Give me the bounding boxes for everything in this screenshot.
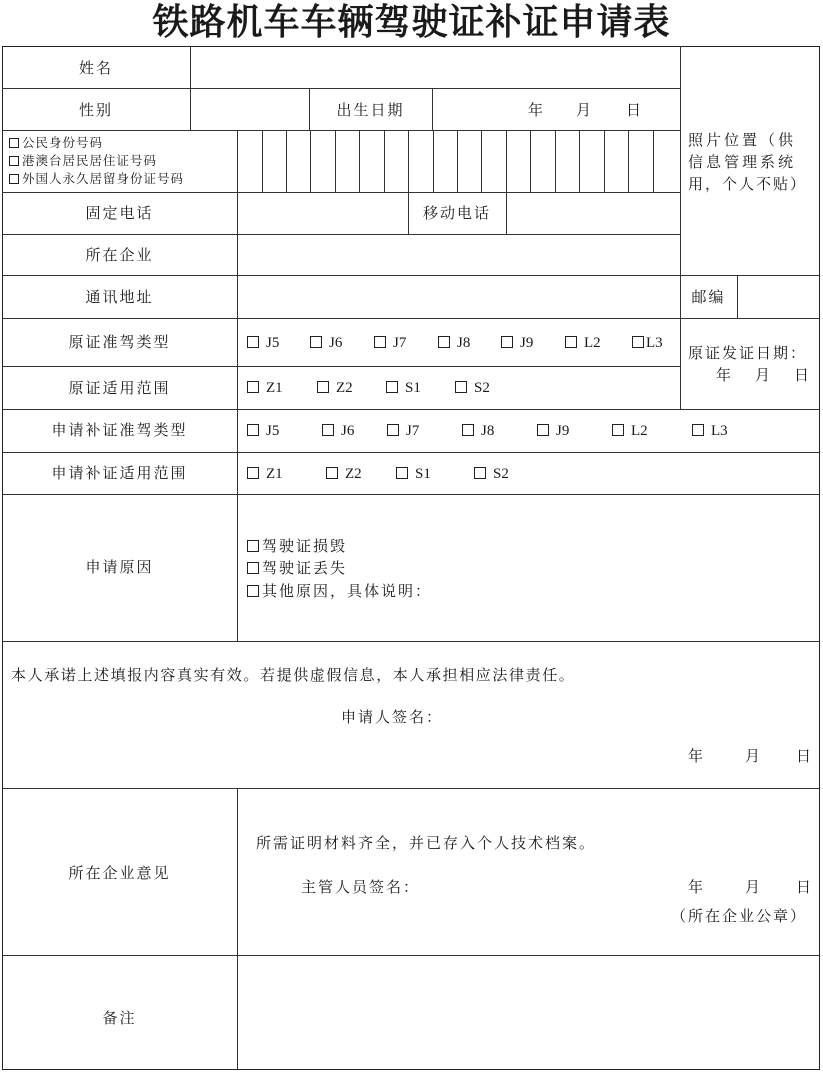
orig-class-option-l2[interactable]: [565, 333, 601, 353]
id-type-option-resident[interactable]: [9, 134, 103, 152]
checkbox-icon[interactable]: [9, 156, 19, 166]
row-divider: [2, 409, 820, 410]
orig-scope-option-s2[interactable]: [455, 378, 490, 398]
landline-field[interactable]: [238, 193, 407, 234]
landline-label: 固定电话: [85, 204, 154, 222]
new-scope-option-z2[interactable]: [326, 464, 362, 484]
id-number-field[interactable]: [238, 131, 679, 192]
checkbox-icon[interactable]: [322, 424, 334, 436]
supervisor-signature-field[interactable]: [425, 870, 675, 900]
option-label: J6: [341, 423, 355, 439]
orig-class-option-j6[interactable]: [310, 333, 342, 353]
birth-year-label: 年: [528, 101, 546, 119]
option-label: L3: [711, 423, 728, 439]
option-label: J9: [520, 335, 534, 351]
checkbox-icon[interactable]: [565, 336, 577, 348]
checkbox-icon[interactable]: [387, 424, 399, 436]
checkbox-icon[interactable]: [396, 467, 408, 479]
checkbox-icon[interactable]: [247, 562, 259, 574]
new-scope-option-s2[interactable]: [474, 464, 509, 484]
photo-note-line1: 照片位置（供: [688, 131, 797, 149]
company-seal-note: （所在企业公章）: [671, 907, 808, 925]
id-type-option-foreign[interactable]: [9, 170, 184, 188]
mobile-field[interactable]: [507, 193, 679, 234]
checkbox-icon[interactable]: [247, 467, 259, 479]
checkbox-icon[interactable]: [474, 467, 486, 479]
checkbox-icon[interactable]: [247, 424, 259, 436]
pledge-statement: 本人承诺上述填报内容真实有效。若提供虚假信息，本人承担相应法律责任。: [11, 666, 576, 684]
photo-note-line3: 用，个人不贴）: [688, 175, 808, 193]
option-label: J9: [556, 423, 570, 439]
option-label: J7: [393, 335, 407, 351]
option-label: J5: [266, 423, 280, 439]
new-class-option-j9[interactable]: [537, 421, 569, 441]
option-label: L2: [631, 423, 648, 439]
birth-month-label: 月: [576, 101, 594, 119]
column-divider: [237, 409, 238, 641]
address-label: 通讯地址: [85, 288, 154, 306]
id-type-label: 外国人永久居留身份证号码: [22, 171, 185, 186]
name-label: 姓名: [78, 59, 113, 77]
option-label: S2: [474, 380, 490, 396]
new-class-option-l3[interactable]: [692, 421, 728, 441]
opinion-year-label: 年: [688, 878, 706, 896]
checkbox-icon[interactable]: [438, 336, 450, 348]
orig-class-option-j8[interactable]: [438, 333, 470, 353]
checkbox-icon[interactable]: [317, 381, 329, 393]
checkbox-icon[interactable]: [692, 424, 704, 436]
company-opinion-label: 所在企业意见: [68, 864, 171, 882]
postcode-field[interactable]: [738, 276, 819, 318]
id-type-option-hmt[interactable]: [9, 152, 157, 170]
reason-option-other[interactable]: [247, 581, 432, 601]
orig-class-option-l3[interactable]: [632, 333, 663, 353]
orig-scope-option-s1[interactable]: [386, 378, 421, 398]
supervisor-signature-label: 主管人员签名：: [301, 878, 421, 896]
orig-issue-month-label: 月: [755, 366, 773, 384]
orig-class-option-j5[interactable]: [247, 333, 279, 353]
gender-label: 性别: [78, 101, 113, 119]
reason-option-label: 驾驶证损毁: [262, 537, 348, 555]
option-label: S1: [405, 380, 421, 396]
orig-class-option-j9[interactable]: [501, 333, 533, 353]
new-class-option-j6[interactable]: [322, 421, 354, 441]
remarks-field[interactable]: [238, 956, 819, 1069]
gender-field[interactable]: [191, 89, 308, 130]
option-label: J5: [266, 335, 280, 351]
id-type-label: 公民身份号码: [22, 135, 104, 150]
new-scope-option-s1[interactable]: [396, 464, 431, 484]
checkbox-icon[interactable]: [247, 540, 259, 552]
checkbox-icon[interactable]: [247, 585, 259, 597]
checkbox-icon[interactable]: [537, 424, 549, 436]
checkbox-icon[interactable]: [386, 381, 398, 393]
birth-date-label: 出生日期: [336, 101, 405, 119]
row-divider: [2, 788, 820, 789]
row-divider: [2, 452, 820, 453]
option-label: S2: [493, 466, 509, 482]
checkbox-icon[interactable]: [9, 138, 19, 148]
opinion-month-label: 月: [745, 878, 763, 896]
new-class-option-j8[interactable]: [462, 421, 494, 441]
address-field[interactable]: [238, 276, 679, 318]
row-divider: [2, 366, 680, 367]
checkbox-icon[interactable]: [247, 381, 259, 393]
row-divider: [2, 318, 820, 319]
option-label: L2: [584, 335, 601, 351]
reason-option-damaged[interactable]: [247, 536, 347, 556]
applicant-signature-label: 申请人签名：: [341, 708, 444, 726]
opinion-day-label: 日: [796, 878, 814, 896]
orig-class-option-j7[interactable]: [374, 333, 406, 353]
birth-day-label: 日: [626, 101, 644, 119]
checkbox-icon[interactable]: [612, 424, 624, 436]
orig-scope-option-z1[interactable]: [247, 378, 283, 398]
checkbox-icon[interactable]: [455, 381, 467, 393]
option-label: Z2: [345, 466, 362, 482]
applicant-signature-field[interactable]: [445, 700, 805, 730]
option-label: J6: [329, 335, 343, 351]
company-field[interactable]: [238, 235, 679, 275]
remarks-label: 备注: [102, 1009, 137, 1027]
new-scope-label: 申请补证适用范围: [51, 464, 188, 482]
new-class-option-j5[interactable]: [247, 421, 279, 441]
new-class-option-j7[interactable]: [387, 421, 419, 441]
orig-issue-year-label: 年: [716, 366, 734, 384]
checkbox-icon[interactable]: [326, 467, 338, 479]
name-field[interactable]: [191, 47, 679, 88]
checkbox-icon[interactable]: [632, 336, 644, 348]
postcode-label: 邮编: [691, 288, 726, 306]
option-label: J8: [481, 423, 495, 439]
option-label: S1: [415, 466, 431, 482]
option-label: J7: [406, 423, 420, 439]
new-class-label: 申请补证准驾类型: [51, 421, 188, 439]
checkbox-icon[interactable]: [310, 336, 322, 348]
option-label: J8: [457, 335, 471, 351]
pledge-year-label: 年: [688, 747, 706, 765]
row-divider: [2, 494, 820, 495]
checkbox-icon[interactable]: [501, 336, 513, 348]
orig-class-label: 原证准驾类型: [68, 333, 171, 351]
option-label: Z1: [266, 466, 283, 482]
pledge-month-label: 月: [745, 747, 763, 765]
orig-issue-date-label: 原证发证日期：: [688, 344, 808, 362]
row-divider: [2, 641, 820, 642]
materials-statement: 所需证明材料齐全，并已存入个人技术档案。: [256, 834, 597, 852]
orig-issue-day-label: 日: [794, 366, 812, 384]
orig-scope-label: 原证适用范围: [68, 379, 171, 397]
mobile-label: 移动电话: [422, 204, 491, 222]
reason-option-lost[interactable]: [247, 558, 347, 578]
checkbox-icon[interactable]: [462, 424, 474, 436]
checkbox-icon[interactable]: [374, 336, 386, 348]
reason-option-label: 驾驶证丢失: [262, 559, 348, 577]
option-label: Z2: [336, 380, 353, 396]
option-label: L3: [646, 335, 663, 351]
new-class-option-l2[interactable]: [612, 421, 648, 441]
orig-scope-option-z2[interactable]: [317, 378, 353, 398]
reason-option-label: 其他原因，具体说明：: [262, 582, 433, 600]
pledge-day-label: 日: [796, 747, 814, 765]
company-label: 所在企业: [85, 246, 154, 264]
option-label: Z1: [266, 380, 283, 396]
checkbox-icon[interactable]: [247, 336, 259, 348]
new-scope-option-z1[interactable]: [247, 464, 283, 484]
photo-note-line2: 信息管理系统: [688, 153, 797, 171]
reason-label: 申请原因: [85, 558, 154, 576]
form-title: 铁路机车车辆驾驶证补证申请表: [152, 2, 671, 43]
checkbox-icon[interactable]: [9, 174, 19, 184]
id-type-label: 港澳台居民居住证号码: [22, 153, 158, 168]
